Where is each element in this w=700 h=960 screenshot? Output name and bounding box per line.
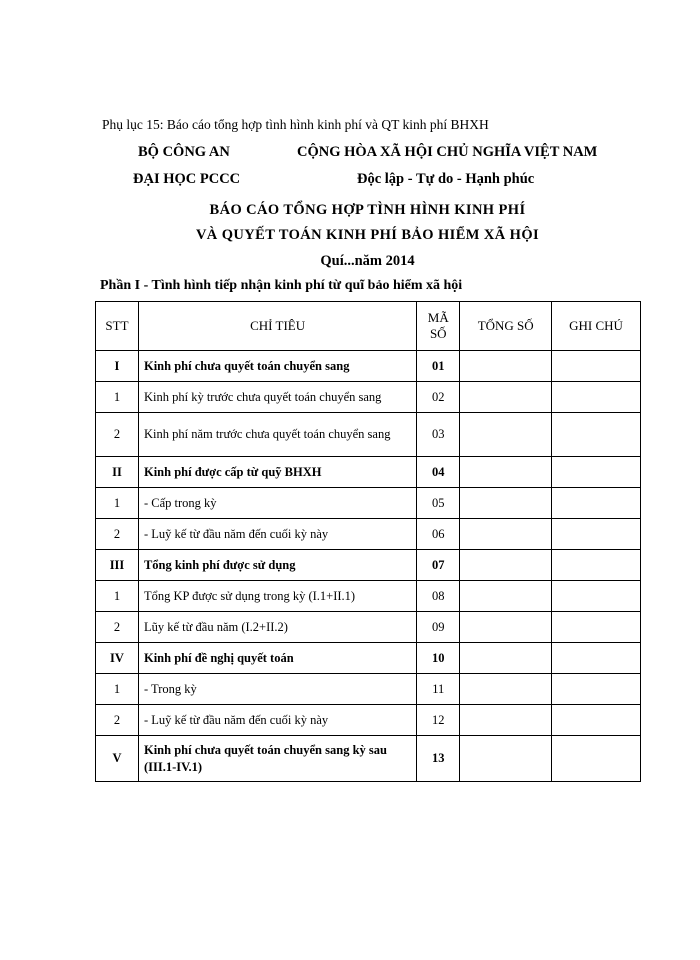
header-code [417, 302, 460, 351]
row-total[interactable] [460, 351, 552, 382]
table-row [96, 488, 641, 519]
row-code: 10 [417, 643, 460, 674]
table-row [96, 581, 641, 612]
row-code: 11 [417, 674, 460, 705]
table-row [96, 519, 641, 550]
row-name: Kinh phí chưa quyết toán chuyển sang kỳ sau (III.1-IV.1) [138, 736, 416, 782]
table-row [96, 550, 641, 581]
ministry-name: BỘ CÔNG AN [138, 144, 230, 160]
header-note: GHI CHÚ [552, 302, 641, 351]
republic-name: CỘNG HÒA XÃ HỘI CHỦ NGHĨA VIỆT NAM [297, 144, 598, 160]
table-row [96, 705, 641, 736]
row-note[interactable] [552, 581, 641, 612]
row-total[interactable] [460, 643, 552, 674]
row-code: 03 [417, 413, 460, 457]
row-stt: II [96, 457, 139, 488]
row-name: - Luỹ kế từ đầu năm đến cuối kỳ này [138, 519, 416, 550]
row-note[interactable] [552, 674, 641, 705]
row-code: 02 [417, 382, 460, 413]
row-stt: 2 [96, 413, 139, 457]
row-note[interactable] [552, 705, 641, 736]
row-name: - Trong kỳ [138, 674, 416, 705]
row-name: Kinh phí chưa quyết toán chuyển sang [138, 351, 416, 382]
row-note[interactable] [552, 413, 641, 457]
header-code-line2: SỐ [429, 326, 447, 341]
report-title-line1: BÁO CÁO TỔNG HỢP TÌNH HÌNH KINH PHÍ [209, 202, 526, 218]
header-stt: STT [96, 302, 139, 351]
row-note[interactable] [552, 351, 641, 382]
row-stt: III [96, 550, 139, 581]
table-row [96, 674, 641, 705]
row-total[interactable] [460, 457, 552, 488]
row-total[interactable] [460, 413, 552, 457]
row-name: - Luỹ kế từ đầu năm đến cuối kỳ này [138, 705, 416, 736]
table-row [96, 643, 641, 674]
row-stt: 1 [96, 581, 139, 612]
row-name: Lũy kế từ đầu năm (I.2+II.2) [138, 612, 416, 643]
table-header-row [96, 302, 641, 351]
row-code: 12 [417, 705, 460, 736]
report-table [95, 301, 641, 782]
header-code-line1: MÃ [427, 310, 449, 325]
row-code: 13 [417, 736, 460, 782]
row-total[interactable] [460, 581, 552, 612]
row-code: 04 [417, 457, 460, 488]
row-code: 01 [417, 351, 460, 382]
row-stt: 1 [96, 674, 139, 705]
row-note[interactable] [552, 488, 641, 519]
row-code: 07 [417, 550, 460, 581]
row-name: Kinh phí đề nghị quyết toán [138, 643, 416, 674]
row-name: - Cấp trong kỳ [138, 488, 416, 519]
header-name: CHỈ TIÊU [138, 302, 416, 351]
row-name: Tổng KP được sử dụng trong kỳ (I.1+II.1) [138, 581, 416, 612]
row-stt: 2 [96, 705, 139, 736]
row-note[interactable] [552, 382, 641, 413]
table-row [96, 351, 641, 382]
row-note[interactable] [552, 643, 641, 674]
row-stt: V [96, 736, 139, 782]
row-note[interactable] [552, 457, 641, 488]
row-name: Kinh phí năm trước chưa quyết toán chuyển sang [138, 413, 416, 457]
table-row [96, 382, 641, 413]
row-total[interactable] [460, 519, 552, 550]
row-code: 05 [417, 488, 460, 519]
row-stt: IV [96, 643, 139, 674]
row-stt: 1 [96, 382, 139, 413]
row-name: Tổng kinh phí được sử dụng [138, 550, 416, 581]
row-note[interactable] [552, 612, 641, 643]
national-motto: Độc lập - Tự do - Hạnh phúc [357, 171, 535, 187]
row-total[interactable] [460, 550, 552, 581]
row-total[interactable] [460, 736, 552, 782]
row-total[interactable] [460, 612, 552, 643]
row-stt: 2 [96, 612, 139, 643]
table-row [96, 457, 641, 488]
row-stt: 1 [96, 488, 139, 519]
row-total[interactable] [460, 488, 552, 519]
table-row [96, 736, 641, 782]
report-period: Quí...năm 2014 [320, 253, 415, 269]
row-note[interactable] [552, 736, 641, 782]
row-note[interactable] [552, 550, 641, 581]
report-title-line2: VÀ QUYẾT TOÁN KINH PHÍ BẢO HIỂM XÃ HỘI [195, 227, 540, 243]
row-code: 08 [417, 581, 460, 612]
header-total: TỔNG SỐ [460, 302, 552, 351]
row-total[interactable] [460, 382, 552, 413]
row-code: 09 [417, 612, 460, 643]
row-code: 06 [417, 519, 460, 550]
row-total[interactable] [460, 674, 552, 705]
row-total[interactable] [460, 705, 552, 736]
row-name: Kinh phí kỳ trước chưa quyết toán chuyển sang [138, 382, 416, 413]
university-name: ĐẠI HỌC PCCC [133, 171, 241, 187]
row-stt: I [96, 351, 139, 382]
row-stt: 2 [96, 519, 139, 550]
table-row [96, 413, 641, 457]
row-note[interactable] [552, 519, 641, 550]
part1-heading: Phần I - Tình hình tiếp nhận kinh phí từ quĩ bảo hiểm xã hội [100, 278, 463, 293]
table-row [96, 612, 641, 643]
appendix-caption: Phụ lục 15: Báo cáo tổng hợp tình hình kinh phí và QT kinh phí BHXH [102, 117, 489, 132]
row-name: Kinh phí được cấp từ quỹ BHXH [138, 457, 416, 488]
